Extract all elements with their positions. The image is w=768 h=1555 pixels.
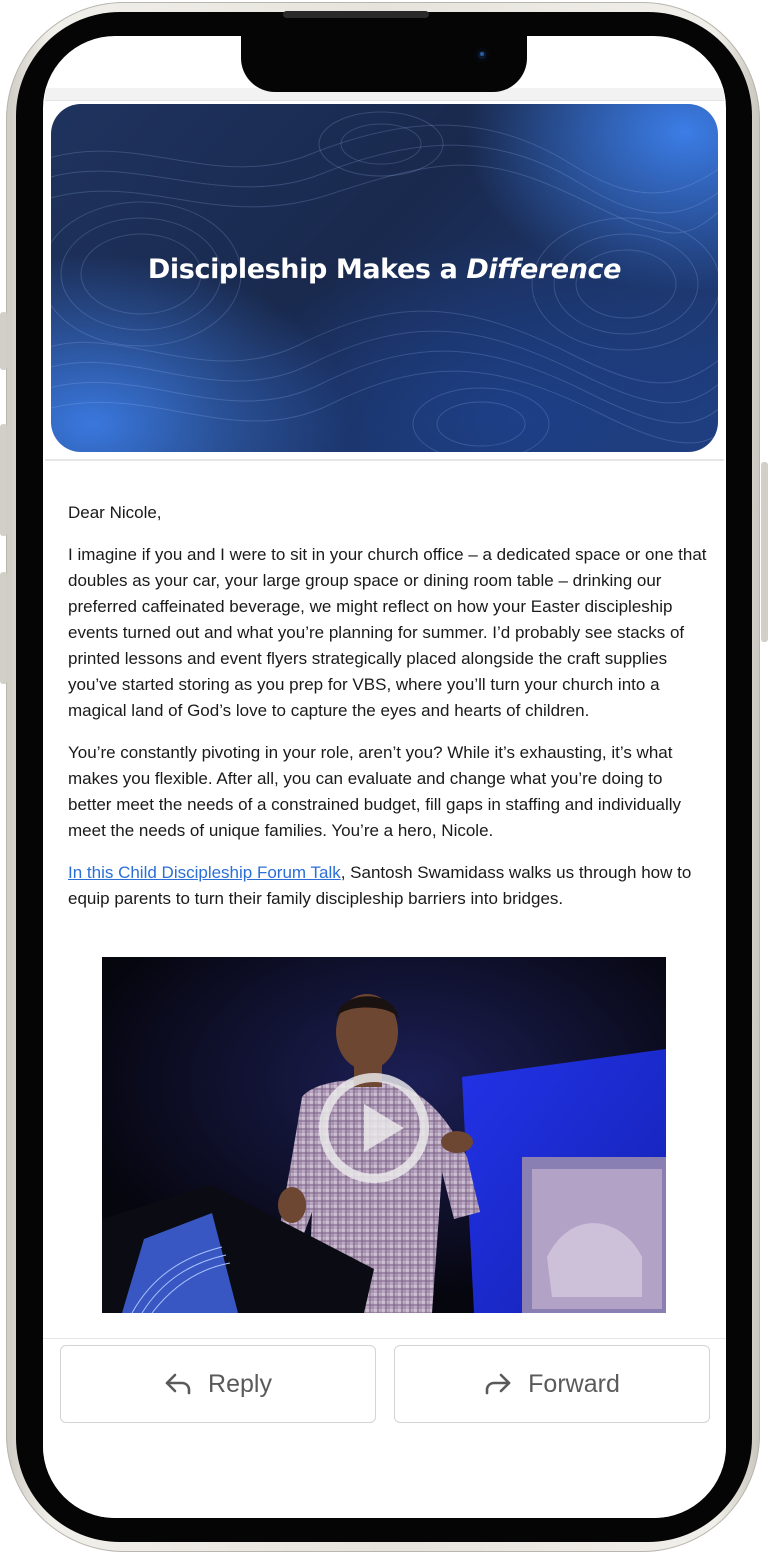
- forward-icon: [484, 1372, 512, 1396]
- email-banner: [51, 104, 718, 452]
- greeting: Dear Nicole,: [68, 503, 162, 522]
- reply-icon: [164, 1372, 192, 1396]
- play-icon[interactable]: [319, 1073, 429, 1183]
- action-bar: [43, 1338, 726, 1518]
- volume-up-button: [0, 424, 7, 536]
- volume-down-button: [0, 572, 7, 684]
- email-message: [68, 500, 708, 928]
- paragraph-3: [68, 860, 708, 912]
- paragraph-3-text: , Santosh Swamidass walks us through how to equip parents to turn their family discipleship barriers into bridges.: [68, 863, 692, 908]
- paragraph-2: You’re constantly pivoting in your role, aren’t you? While it’s exhausting, it’s what makes you flexible. After all, you can evaluate and change what you’re doing to better meet the needs of a constrained budget, fill gaps in staffing and individually meet the needs of unique families. You’re a hero, Nicole.: [68, 743, 682, 840]
- reply-label: Reply: [208, 1369, 272, 1398]
- banner-divider: [45, 459, 724, 461]
- video-thumbnail[interactable]: [102, 957, 666, 1313]
- banner-title-emphasis: Difference: [466, 254, 622, 285]
- forward-label: Forward: [528, 1369, 620, 1398]
- paragraph-1: I imagine if you and I were to sit in your church office – a dedicated space or one that doubles as your car, your large group space or dining room table – drinking our preferred caffeinated beverage, we might reflect on how your Easter discipleship events turned out and what you’re planning for summer. I’d probably see stacks of printed lessons and event flyers strategically placed alongside the craft supplies you’ve started storing as you prep for VBS, where you’ll turn your church into a magical land of God’s love to capture the eyes and hearts of children.: [68, 545, 707, 720]
- reply-button[interactable]: [60, 1345, 376, 1423]
- banner-title: Discipleship Makes a Difference: [147, 254, 622, 285]
- phone-screen: [43, 36, 726, 1518]
- mute-switch: [0, 312, 7, 370]
- forum-talk-link[interactable]: In this Child Discipleship Forum Talk: [68, 863, 341, 882]
- notch: [241, 36, 527, 92]
- speaker-grille: [283, 11, 429, 18]
- power-button: [761, 462, 768, 642]
- forward-button[interactable]: [394, 1345, 710, 1423]
- email-body[interactable]: [45, 88, 724, 1338]
- front-camera: [475, 48, 489, 62]
